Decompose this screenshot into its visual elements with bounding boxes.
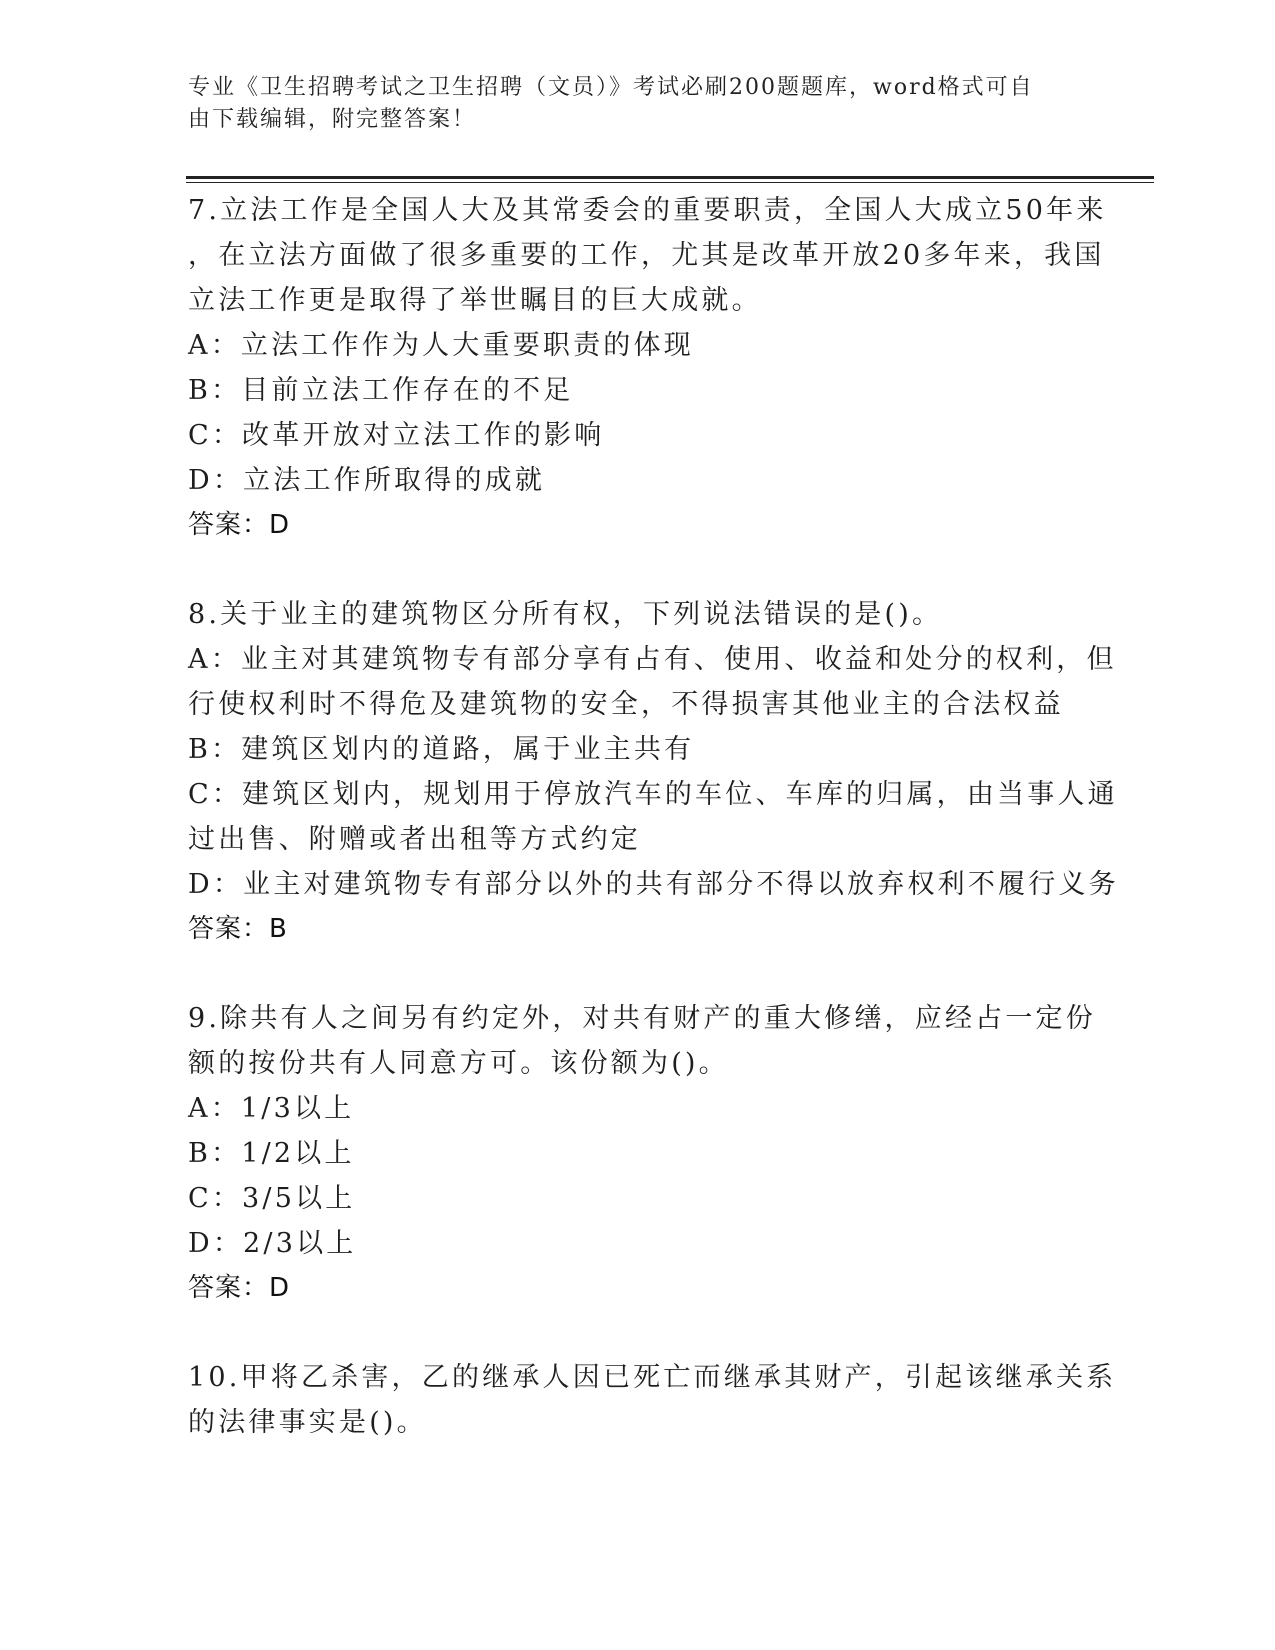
answer-label: 答案：D [188,510,291,540]
option-c-continued: 过出售、附赠或者出租等方式约定 [188,824,641,855]
option-a-continued: 行使权利时不得危及建筑物的安全，不得损害其他业主的合法权益 [188,689,1064,720]
option-a: A：立法工作作为人大重要职责的体现 [188,330,694,361]
answer-label: 答案：D [188,1273,291,1303]
question-list [188,188,1119,1489]
stem-line: 7.立法工作是全国人大及其常委会的重要职责，全国人大成立50年来 [188,195,1107,226]
stem-line: 9.除共有人之间另有约定外，对共有财产的重大修缮，应经占一定份 [188,1003,1096,1034]
stem-line: 8.关于业主的建筑物区分所有权，下列说法错误的是()。 [188,599,943,630]
question-8 [188,592,1119,952]
answer-label: 答案：B [188,914,288,944]
header-rule-thin [186,182,1154,183]
question-stem [188,1355,1117,1445]
question-stem [188,592,1078,637]
question-stem [188,996,1096,1086]
option-d: D：2/3以上 [188,1228,357,1259]
question-9 [188,996,1096,1311]
option-b: B：1/2以上 [188,1138,355,1169]
stem-line: ，在立法方面做了很多重要的工作，尤其是改革开放20多年来，我国 [188,240,1105,271]
option-b: B：建筑区划内的道路，属于业主共有 [188,734,695,765]
question-stem [188,188,1107,323]
header-line: 由下载编辑，附完整答案！ [188,107,477,132]
stem-line: 额的按份共有人同意方可。该份额为()。 [188,1048,729,1079]
option-c: C：改革开放对立法工作的影响 [188,420,605,451]
option-a: A：1/3以上 [188,1093,355,1124]
question-10 [188,1355,1117,1445]
option-a: A：业主对其建筑物专有部分享有占有、使用、收益和处分的权利，但 [188,644,1117,675]
header-rule-thick [186,176,1154,179]
option-d: D：立法工作所取得的成就 [188,465,546,496]
document-header [188,72,1068,136]
option-b: B：目前立法工作存在的不足 [188,375,574,406]
stem-line: 的法律事实是()。 [188,1407,427,1438]
question-7 [188,188,1107,548]
option-c: C：建筑区划内，规划用于停放汽车的车位、车库的归属，由当事人通 [188,779,1118,810]
option-d: D：业主对建筑物专有部分以外的共有部分不得以放弃权利不履行义务 [188,869,1119,900]
option-c: C：3/5以上 [188,1183,356,1214]
header-line: 专业《卫生招聘考试之卫生招聘（文员）》考试必刷200题题库，word格式可自 [188,75,1034,100]
stem-line: 立法工作更是取得了举世瞩目的巨大成就。 [188,285,762,316]
stem-line: 10.甲将乙杀害，乙的继承人因已死亡而继承其财产，引起该继承关系 [188,1362,1117,1393]
